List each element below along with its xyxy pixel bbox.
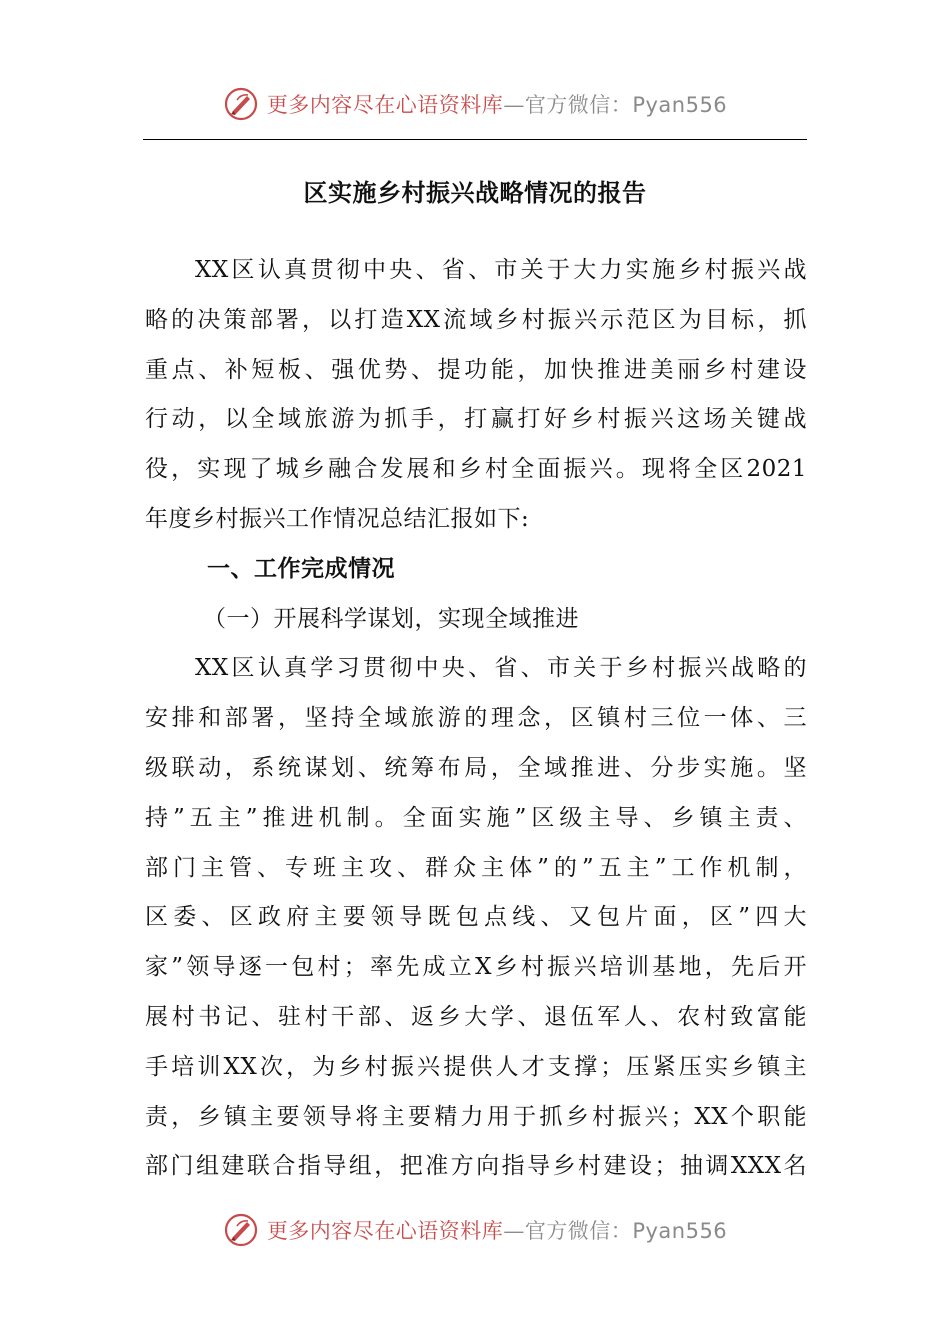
paragraph-line: 部门主管、专班主攻、群众主体”的”五主”工作机制，	[145, 854, 807, 881]
paragraph-line: 略的决策部署，以打造XX流域乡村振兴示范区为目标，抓	[145, 306, 807, 333]
subsection-heading: （一）开展科学谋划，实现全域推进	[203, 605, 579, 632]
section-heading: 一、工作完成情况	[207, 555, 395, 582]
document-title: 区实施乡村振兴战略情况的报告	[303, 178, 647, 207]
paragraph-line: 持”五主”推进机制。全面实施”区级主导、乡镇主责、	[145, 804, 807, 831]
paragraph-line: 手培训XX次，为乡村振兴提供人才支撑；压紧压实乡镇主	[145, 1053, 807, 1080]
paragraph-line: 家”领导逐一包村；率先成立X乡村振兴培训基地，先后开	[145, 954, 807, 981]
paragraph-line: 展村书记、驻村干部、返乡大学、退伍军人、农村致富能	[145, 1003, 807, 1030]
paragraph-line: 级联动，系统谋划、统筹布局，全域推进、分步实施。坚	[145, 754, 807, 781]
paragraph-line: 区委、区政府主要领导既包点线、又包片面，区”四大	[145, 904, 807, 931]
watermark-footer	[0, 1208, 950, 1252]
paragraph-line: 年度乡村振兴工作情况总结汇报如下:	[145, 505, 530, 532]
paragraph-line: 安排和部署，坚持全域旅游的理念，区镇村三位一体、三	[145, 705, 807, 732]
paragraph-line: 部门组建联合指导组，把准方向指导乡村建设；抽调XXX名	[145, 1153, 807, 1180]
paragraph-line: 行动，以全域旅游为抓手，打赢打好乡村振兴这场关键战	[145, 406, 807, 433]
watermark-header	[0, 82, 950, 126]
paragraph-line: XX区认真贯彻中央、省、市关于大力实施乡村振兴战	[195, 257, 807, 283]
document-body	[145, 246, 807, 1192]
pen-logo-icon	[223, 1212, 259, 1248]
watermark-text: 更多内容尽在心语资料库—官方微信：Pyan556	[266, 93, 728, 117]
paragraph-line: 重点、补短板、强优势、提功能，加快推进美丽乡村建设	[145, 356, 807, 383]
pen-logo-icon	[223, 86, 259, 122]
header-divider	[143, 139, 807, 140]
watermark-text: 更多内容尽在心语资料库—官方微信：Pyan556	[266, 1219, 728, 1243]
paragraph-line: 责，乡镇主要领导将主要精力用于抓乡村振兴；XX个职能	[145, 1103, 807, 1130]
paragraph-line: XX区认真学习贯彻中央、省、市关于乡村振兴战略的	[195, 655, 807, 682]
paragraph-line: 役，实现了城乡融合发展和乡村全面振兴。现将全区2021	[145, 456, 807, 483]
